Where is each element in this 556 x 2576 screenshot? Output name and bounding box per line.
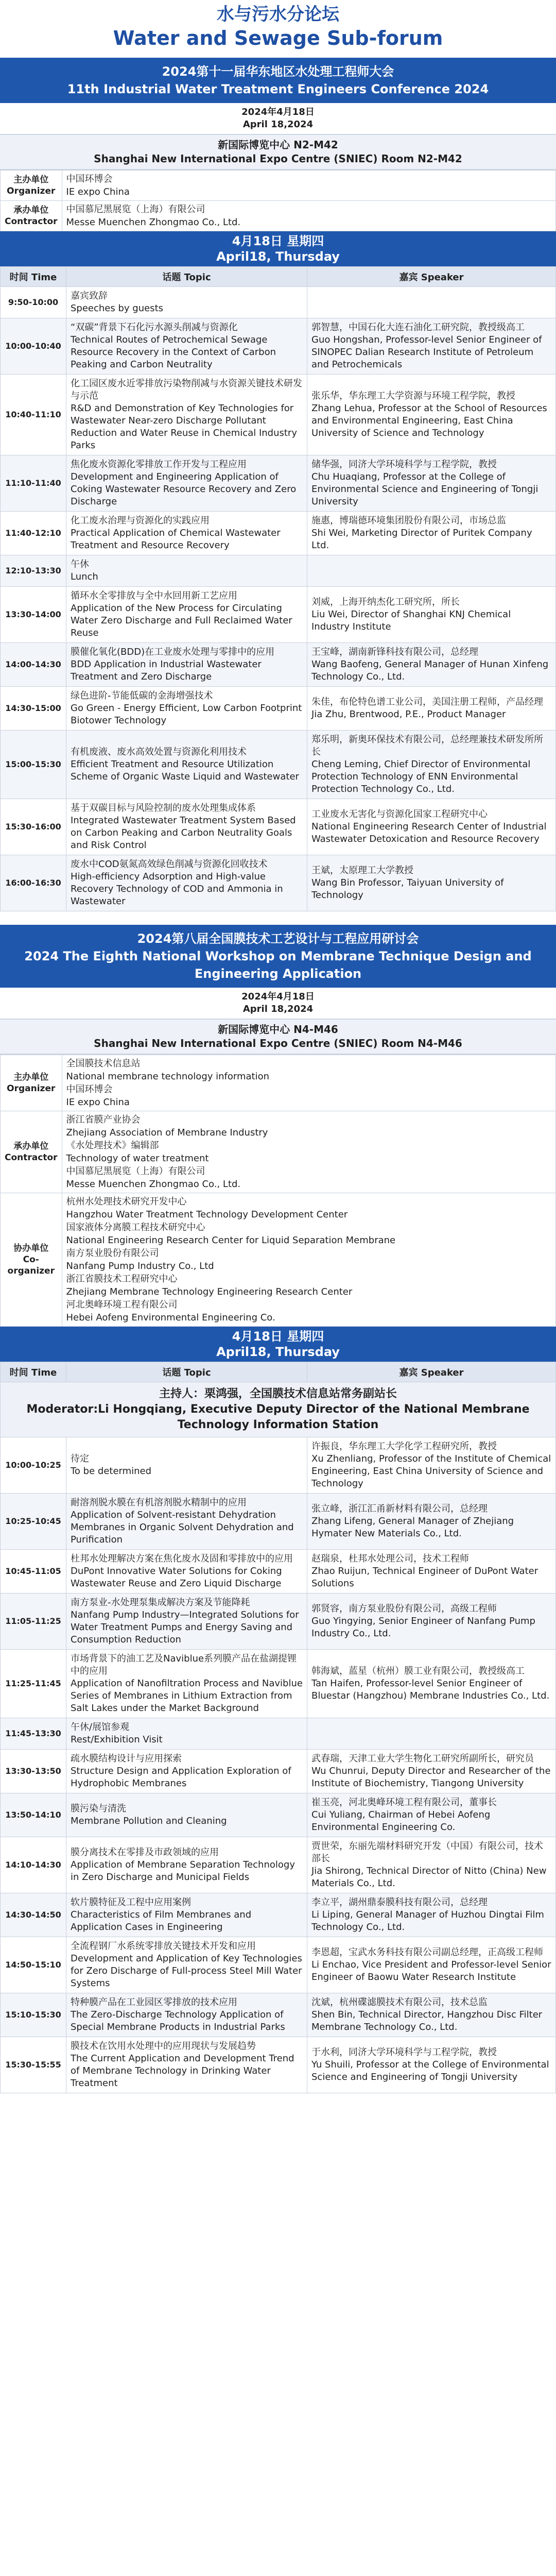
forum-title-cn: 水与污水分论坛	[217, 4, 339, 25]
speaker-line: National Engineering Research Center of Industrial Wastewater Detoxication and Resource Recovery	[311, 821, 547, 844]
organizer-role-en: Co-organizer	[7, 1255, 55, 1276]
organizer-line: 中国慕尼黑展览（上海）有限公司	[66, 204, 205, 215]
session-topic	[66, 1750, 307, 1793]
schedule-table	[0, 1362, 556, 2093]
session-speaker	[307, 287, 556, 318]
topic-line: 待定	[71, 1453, 89, 1464]
date-cn: 2024年4月18日	[241, 107, 315, 117]
speaker-line: Tan Haifen, Professor-level Senior Engineer of Bluestar (Hangzhou) Membrane Industries Co., Ltd.	[311, 1678, 550, 1701]
topic-line: High-efficiency Adsorption and High-value Recovery Technology of COD and Ammonia in Wastewater	[71, 871, 283, 907]
organizer-line: Messe Muenchen Zhongmao Co., Ltd.	[66, 1179, 241, 1190]
session-speaker	[307, 1650, 556, 1718]
organizer-role-cn: 承办单位	[13, 205, 49, 215]
speaker-line: 武春瑞，天津工业大学生物化工研究所副所长，研究员	[311, 1753, 534, 1764]
session-time: 9:50-10:00	[1, 287, 66, 318]
organizer-line: National membrane technology information	[66, 1071, 270, 1082]
speaker-line: Guo Yingying, Senior Engineer of Nanfang Pump Industry Co., Ltd.	[311, 1616, 535, 1639]
schedule-row	[1, 1550, 556, 1594]
session-speaker	[307, 587, 556, 643]
organizer-role-cn: 主办单位	[13, 175, 49, 185]
session-topic	[66, 512, 307, 555]
topic-line: Structure Design and Application Exploration of Hydrophobic Membranes	[71, 1766, 291, 1789]
conference-title-cn: 2024第十一届华东地区水处理工程师大会	[162, 64, 394, 79]
session-time: 10:25-10:45	[1, 1494, 66, 1550]
conference-title-en: 2024 The Eighth National Workshop on Membrane Technique Design and Engineering Application	[24, 949, 532, 981]
conference-venue	[0, 135, 556, 170]
speaker-line: 王宝峰，湖南新锋科技有限公司，总经理	[311, 647, 478, 657]
session-speaker	[307, 1893, 556, 1937]
day-cn: 4月18日 星期四	[232, 234, 324, 248]
header-time: 时间 Time	[1, 1362, 66, 1382]
session-time: 11:05-11:25	[1, 1594, 66, 1650]
organizer-names	[62, 1111, 555, 1193]
session-time: 14:30-15:00	[1, 687, 66, 731]
session-time: 16:00-16:30	[1, 855, 66, 911]
venue-en: Shanghai New International Expo Centre (SNIEC) Room N4-M46	[94, 1037, 462, 1049]
moderator-cell	[1, 1382, 556, 1437]
speaker-line: Wu Chunrui, Deputy Director and Researcher of the Institute of Biochemistry, Tiangong University	[311, 1766, 551, 1789]
session-topic	[66, 587, 307, 643]
organizer-line: 河北奥峰环境工程有限公司	[66, 1299, 178, 1310]
session-topic	[66, 1718, 307, 1750]
session-speaker	[307, 1993, 556, 2037]
session-speaker	[307, 1937, 556, 1993]
speaker-line: Zhao Ruijun, Technical Engineer of DuPont Water Solutions	[311, 1566, 538, 1589]
schedule-table	[0, 266, 556, 911]
schedule-row	[1, 1494, 556, 1550]
organizer-row	[1, 201, 556, 231]
date-en: April 18,2024	[242, 119, 314, 130]
speaker-line: 朱佳，布伦特色谱工业公司，美国注册工程师，产品经理	[311, 697, 543, 707]
schedule-row	[1, 2037, 556, 2093]
organizer-line: Hebei Aofeng Environmental Engineering Co.	[66, 1312, 275, 1323]
schedule-body	[1, 1437, 556, 2093]
speaker-line: 王斌，太原理工大学教授	[311, 865, 413, 876]
session-speaker	[307, 1750, 556, 1793]
topic-line: Efficient Treatment and Resource Utilization Scheme of Organic Waste Liquid and Wastewater	[71, 759, 299, 782]
session-topic	[66, 1437, 307, 1494]
speaker-line: Shi Wei, Marketing Director of Puritek Company Ltd.	[311, 528, 532, 551]
schedule-row	[1, 1937, 556, 1993]
session-topic	[66, 1893, 307, 1937]
organizer-line: Zhejiang Membrane Technology Engineering Research Center	[66, 1286, 353, 1297]
schedule-row	[1, 643, 556, 687]
schedule-row	[1, 1437, 556, 1494]
organizer-line: 浙江省膜技术工程研究中心	[66, 1274, 178, 1284]
date-en: April 18,2024	[242, 1004, 314, 1014]
organizer-line: 《水处理技术》编辑部	[66, 1140, 159, 1151]
conference-section-2	[0, 925, 556, 2093]
organizer-table	[0, 1055, 556, 1327]
venue-cn: 新国际博览中心 N4-M46	[218, 1023, 338, 1036]
day-en: April18, Thursday	[216, 1345, 340, 1359]
session-topic	[66, 375, 307, 455]
topic-line: BDD Application in Industrial Wastewater Treatment and Zero Discharge	[71, 659, 262, 682]
session-time: 14:30-14:50	[1, 1893, 66, 1937]
organizer-row	[1, 1193, 556, 1327]
topic-line: 市场背景下的油工艺及Naviblue系列膜产品在盐湖提锂中的应用	[71, 1653, 297, 1676]
organizer-role-cn: 协办单位	[13, 1243, 49, 1253]
topic-line: 废水中COD氨氮高效绿色削减与资源化回收技术	[71, 859, 268, 870]
schedule-row	[1, 1837, 556, 1893]
conference-banner	[0, 58, 556, 103]
session-time: 14:00-14:30	[1, 643, 66, 687]
schedule-row	[1, 318, 556, 375]
speaker-line: Liu Wei, Director of Shanghai KNJ Chemical Industry Institute	[311, 609, 511, 632]
topic-line: 特种膜产品在工业园区零排放的技术应用	[71, 1997, 237, 2008]
topic-line: 有机废液、废水高效处置与资源化利用技术	[71, 747, 247, 757]
session-time: 10:00-10:40	[1, 318, 66, 375]
topic-line: 膜催化氧化(BDD)在工业废水处理与零排中的应用	[71, 647, 275, 657]
topic-line: 软片膜特征及工程中应用案例	[71, 1897, 191, 1908]
session-topic	[66, 1937, 307, 1993]
conference-title-cn: 2024第八届全国膜技术工艺设计与工程应用研讨会	[137, 931, 419, 946]
session-topic	[66, 687, 307, 731]
session-time: 13:30-13:50	[1, 1750, 66, 1793]
topic-line: 循环水全零排放与全中水回用新工艺应用	[71, 590, 237, 601]
speaker-line: Zhang Lifeng, General Manager of Zhejiang Hymater New Materials Co., Ltd.	[311, 1516, 514, 1539]
speaker-line: 施惠，博瑞德环境集团股份有限公司，市场总监	[311, 515, 506, 526]
session-topic	[66, 1793, 307, 1837]
schedule-row	[1, 687, 556, 731]
session-speaker	[307, 318, 556, 375]
schedule-row	[1, 455, 556, 512]
header-topic: 话题 Topic	[66, 267, 307, 287]
organizer-row	[1, 1055, 556, 1111]
speaker-line: Wang Bin Professor, Taiyuan University of Technology	[311, 877, 504, 901]
moderator-en: Moderator:Li Hongqiang, Executive Deputy Director of the National Membrane Technology Information Station	[26, 1403, 530, 1431]
schedule-row	[1, 855, 556, 911]
topic-line: Application of Nanofiltration Process and Naviblue Series of Membranes in Lithium Extraction from Salt Lakes under the Market Background	[71, 1678, 303, 1714]
organizer-line: 中国慕尼黑展览（上海）有限公司	[66, 1166, 205, 1177]
session-time: 11:10-11:40	[1, 455, 66, 512]
session-topic	[66, 1993, 307, 2037]
schedule-row	[1, 1993, 556, 2037]
speaker-line: Yu Shuili, Professor at the College of Environmental Science and Engineering of Tongji University	[311, 2059, 549, 2082]
schedule-header-row	[1, 267, 556, 287]
organizer-role-en: Contractor	[5, 216, 58, 227]
session-topic	[66, 318, 307, 375]
topic-line: Characteristics of Film Membranes and Application Cases in Engineering	[71, 1909, 252, 1933]
organizer-role-cn: 主办单位	[13, 1072, 49, 1082]
session-speaker	[307, 512, 556, 555]
session-topic	[66, 1550, 307, 1594]
speaker-line: Shen Bin, Technical Director, Hangzhou Disc Filter Membrane Technology Co., Ltd.	[311, 2009, 543, 2032]
session-time: 13:30-14:00	[1, 587, 66, 643]
organizer-table	[0, 170, 556, 231]
session-topic	[66, 1837, 307, 1893]
organizer-line: Hangzhou Water Treatment Technology Development Center	[66, 1209, 348, 1220]
day-en: April18, Thursday	[216, 249, 340, 264]
moderator-row	[1, 1382, 556, 1437]
organizer-table-body	[1, 1055, 556, 1327]
session-time: 15:30-16:00	[1, 799, 66, 855]
organizer-line: Messe Muenchen Zhongmao Co., Ltd.	[66, 217, 241, 228]
topic-line: 基于双碳目标与风险控制的废水处理集成体系	[71, 803, 256, 814]
organizer-line: 国家液体分离膜工程技术研究中心	[66, 1222, 205, 1233]
session-topic	[66, 799, 307, 855]
header-topic: 话题 Topic	[66, 1362, 307, 1382]
organizer-role-cn: 承办单位	[13, 1141, 49, 1151]
organizer-role	[1, 171, 62, 201]
speaker-line: Jia Zhu, Brentwood, P.E., Product Manager	[311, 709, 506, 720]
topic-line: The Zero-Discharge Technology Application of Special Membrane Products in Industrial Parks	[71, 2009, 285, 2032]
topic-line: Development and Application of Key Technologies for Zero Discharge of Full-process Steel Mill Water Systems	[71, 1953, 302, 1989]
topic-line: Practical Application of Chemical Wastewater Treatment and Resource Recovery	[71, 528, 281, 551]
organizer-role-en: Organizer	[7, 186, 56, 196]
session-topic	[66, 1594, 307, 1650]
speaker-line: 韩海斌，蓝星（杭州）膜工业有限公司，教授级高工	[311, 1666, 525, 1676]
topic-line: 耐溶剂脱水膜在有机溶剂脱水精制中的应用	[71, 1497, 247, 1508]
topic-line: “双碳”背景下石化污水源头削减与资源化	[71, 322, 238, 333]
schedule-row	[1, 555, 556, 587]
session-speaker	[307, 555, 556, 587]
speaker-line: 许振良，华东理工大学化学工程研究所，教授	[311, 1441, 497, 1452]
topic-line: To be determined	[71, 1466, 152, 1477]
topic-line: DuPont Innovative Water Solutions for Coking Wastewater Reuse and Zero Liquid Discharge	[71, 1566, 282, 1589]
session-time: 11:25-11:45	[1, 1650, 66, 1718]
topic-line: Application of the New Process for Circulating Water Zero Discharge and Full Reclaimed Water Reuse	[71, 603, 292, 638]
forum-title	[0, 0, 556, 50]
schedule-row	[1, 799, 556, 855]
speaker-line: 郭贤容，南方泵业股份有限公司，高级工程师	[311, 1603, 497, 1614]
organizer-role	[1, 1193, 62, 1327]
speaker-line: Li Enchao, Vice President and Professor-level Senior Engineer of Baowu Water Research Institute	[311, 1959, 551, 1982]
schedule-row	[1, 587, 556, 643]
organizer-role-en: Contractor	[5, 1153, 58, 1163]
session-speaker	[307, 1594, 556, 1650]
topic-line: 化工废水治理与资源化的实践应用	[71, 515, 210, 526]
organizer-line: 杭州水处理技术研究开发中心	[66, 1196, 187, 1207]
conference-date	[0, 988, 556, 1020]
topic-line: 绿色进阶-节能低碳的金海增强技术	[71, 690, 213, 701]
session-speaker	[307, 687, 556, 731]
schedule-row	[1, 731, 556, 799]
topic-line: Integrated Wastewater Treatment System Based on Carbon Peaking and Carbon Neutrality Goals and Risk Control	[71, 815, 296, 851]
session-topic	[66, 455, 307, 512]
topic-line: 化工园区废水近零排放污染物削减与水资源关键技术研发与示范	[71, 378, 302, 401]
organizer-line: 浙江省膜产业协会	[66, 1114, 141, 1125]
session-time: 14:50-15:10	[1, 1937, 66, 1993]
day-banner	[0, 231, 556, 266]
speaker-line: 贾世荣，东丽先端材料研究开发（中国）有限公司，技术部长	[311, 1841, 543, 1864]
session-topic	[66, 855, 307, 911]
speaker-line: 张立峰，浙江汇甬新材料有限公司，总经理	[311, 1503, 488, 1514]
speaker-line: 李恩超，宝武水务科技有限公司副总经理，正高级工程师	[311, 1947, 543, 1958]
topic-line: 南方泵业-水处理泵集成解决方案及节能降耗	[71, 1597, 250, 1608]
session-time: 10:00-10:25	[1, 1437, 66, 1494]
conference-venue	[0, 1020, 556, 1055]
topic-line: Rest/Exhibition Visit	[71, 1734, 163, 1745]
session-time: 15:00-15:30	[1, 731, 66, 799]
speaker-line: Cheng Leming, Chief Director of Environmental Protection Technology of ENN Environmental Protection Technology Co., Ltd.	[311, 759, 531, 794]
session-time: 10:40-11:10	[1, 375, 66, 455]
speaker-line: Guo Hongshan, Professor-level Senior Engineer of SINOPEC Dalian Research Institute of Petroleum and Petrochemicals	[311, 334, 542, 370]
speaker-line: 于水利，同济大学环境科学与工程学院，教授	[311, 2047, 497, 2058]
moderator-cn: 主持人：栗鸿强，全国膜技术信息站常务副站长	[159, 1387, 397, 1400]
venue-cn: 新国际博览中心 N2-M42	[218, 139, 338, 151]
organizer-line: Nanfang Pump Industry Co., Ltd	[66, 1261, 214, 1272]
session-speaker	[307, 1494, 556, 1550]
schedule-row	[1, 1594, 556, 1650]
topic-line: Speeches by guests	[71, 303, 163, 314]
conference-title-en: 11th Industrial Water Treatment Engineers Conference 2024	[67, 82, 489, 96]
session-speaker	[307, 855, 556, 911]
speaker-line: 崔玉亮，河北奥峰环境工程有限公司，董事长	[311, 1797, 497, 1808]
topic-line: Development and Engineering Application of Coking Wastewater Resource Recovery and Zero Discharge	[71, 471, 297, 507]
organizer-line: 中国环博会	[66, 174, 113, 184]
organizer-line: 南方泵业股份有限公司	[66, 1248, 159, 1259]
conference-section-1	[0, 58, 556, 911]
session-topic	[66, 731, 307, 799]
topic-line: 膜污染与清洗	[71, 1803, 126, 1814]
topic-line: Application of Membrane Separation Technology in Zero Discharge and Municipal Fields	[71, 1859, 295, 1883]
organizer-line: 中国环博会	[66, 1084, 113, 1095]
session-time: 14:10-14:30	[1, 1837, 66, 1893]
conference-date	[0, 103, 556, 135]
speaker-line: 刘威，上海开纳杰化工研究所，所长	[311, 597, 460, 607]
speaker-line: 赵瑞泉，杜邦水处理公司，技术工程师	[311, 1553, 469, 1564]
speaker-line: Zhang Lehua, Professor at the School of Resources and Environmental Engineering, East China University of Science and Technology	[311, 403, 547, 438]
organizer-line: Zhejiang Association of Membrane Industry	[66, 1127, 268, 1138]
header-time: 时间 Time	[1, 267, 66, 287]
session-speaker	[307, 1718, 556, 1750]
topic-line: Nanfang Pump Industry—Integrated Solutions for Water Treatment Pumps and Energy Saving and Consumption Reduction	[71, 1609, 299, 1645]
topic-line: 膜技术在饮用水处理中的应用现状与发展趋势	[71, 2041, 256, 2052]
schedule-row	[1, 1750, 556, 1793]
topic-line: 全流程钢厂水系统零排放关键技术开发和应用	[71, 1941, 256, 1952]
organizer-row	[1, 1111, 556, 1193]
topic-line: Membrane Pollution and Cleaning	[71, 1816, 227, 1826]
organizer-names	[62, 201, 555, 231]
session-time: 11:45-13:30	[1, 1718, 66, 1750]
organizer-table-body	[1, 171, 556, 231]
topic-line: 嘉宾致辞	[71, 291, 108, 301]
schedule-row	[1, 1793, 556, 1837]
topic-line: 杜邦水处理解决方案在焦化废水及固和零排放中的应用	[71, 1553, 293, 1564]
session-time: 11:40-12:10	[1, 512, 66, 555]
organizer-line: IE expo China	[66, 187, 130, 197]
session-time: 12:10-13:30	[1, 555, 66, 587]
session-time: 10:45-11:05	[1, 1550, 66, 1594]
session-speaker	[307, 455, 556, 512]
organizer-names	[62, 1193, 555, 1327]
venue-en: Shanghai New International Expo Centre (SNIEC) Room N2-M42	[94, 152, 462, 165]
topic-line: Go Green - Energy Efficient, Low Carbon Footprint Biotower Technology	[71, 703, 302, 726]
header-speaker: 嘉宾 Speaker	[307, 267, 556, 287]
session-speaker	[307, 2037, 556, 2093]
session-time: 13:50-14:10	[1, 1793, 66, 1837]
schedule-row	[1, 1650, 556, 1718]
speaker-line: Xu Zhenliang, Professor of the Institute of Chemical Engineering, East China University of Science and Technology	[311, 1453, 551, 1489]
organizer-line: 全国膜技术信息站	[66, 1058, 141, 1069]
topic-line: 午休	[71, 559, 89, 570]
session-speaker	[307, 643, 556, 687]
topic-line: The Current Application and Development Trend of Membrane Technology in Drinking Water Treatment	[71, 2053, 294, 2089]
speaker-line: Cui Yuliang, Chairman of Hebei Aofeng Environmental Engineering Co.	[311, 1809, 491, 1833]
topic-line: Lunch	[71, 571, 98, 582]
topic-line: 膜分离技术在零排及市政领域的应用	[71, 1847, 219, 1858]
speaker-line: 郑乐明，新奥环保技术有限公司，总经理兼技术研发所所长	[311, 734, 543, 757]
topic-line: 疏水膜结构设计与应用探索	[71, 1753, 182, 1764]
speaker-line: 工业废水无害化与资源化国家工程研究中心	[311, 809, 488, 820]
session-time: 15:30-15:55	[1, 2037, 66, 2093]
organizer-role	[1, 201, 62, 231]
speaker-line: 郭智慧，中国石化大连石油化工研究院，教授级高工	[311, 322, 525, 333]
schedule-row	[1, 375, 556, 455]
schedule-row	[1, 512, 556, 555]
day-banner	[0, 1327, 556, 1362]
organizer-row	[1, 171, 556, 201]
organizer-line: National Engineering Research Center for Liquid Separation Membrane	[66, 1235, 396, 1246]
topic-line: R&D and Demonstration of Key Technologies for Wastewater Near-zero Discharge Pollutant Reduction and Water Reuse in Chemical Industry Parks	[71, 403, 297, 451]
speaker-line: 沈斌，杭州碟滤膜技术有限公司，技术总监	[311, 1997, 488, 2008]
session-speaker	[307, 1437, 556, 1494]
speaker-line: Li Liping, General Manager of Huzhou Dingtai Film Technology Co., Ltd.	[311, 1909, 544, 1933]
speaker-line: Chu Huaqiang, Professor at the College of Environmental Science and Engineering of Tongji University	[311, 471, 538, 507]
schedule-header-row	[1, 1362, 556, 1382]
conference-banner	[0, 925, 556, 988]
header-speaker: 嘉宾 Speaker	[307, 1362, 556, 1382]
organizer-names	[62, 171, 555, 201]
session-speaker	[307, 375, 556, 455]
speaker-line: 张乐华，华东理工大学资源与环境工程学院，教授	[311, 391, 515, 401]
organizer-names	[62, 1055, 555, 1111]
day-cn: 4月18日 星期四	[232, 1329, 324, 1344]
topic-line: Application of Solvent-resistant Dehydration Membranes in Organic Solvent Dehydration and Purification	[71, 1510, 294, 1545]
speaker-line: Jia Shirong, Technical Director of Nitto (China) New Materials Co., Ltd.	[311, 1866, 547, 1889]
session-topic	[66, 287, 307, 318]
session-time: 15:10-15:30	[1, 1993, 66, 2037]
organizer-role	[1, 1111, 62, 1193]
schedule-body	[1, 287, 556, 911]
session-speaker	[307, 799, 556, 855]
schedule-row	[1, 1893, 556, 1937]
schedule-row	[1, 1718, 556, 1750]
speaker-line: 储华强，同济大学环境科学与工程学院，教授	[311, 459, 497, 470]
organizer-line: IE expo China	[66, 1097, 130, 1108]
organizer-role	[1, 1055, 62, 1111]
schedule-row	[1, 287, 556, 318]
forum-title-en: Water and Sewage Sub-forum	[113, 27, 443, 49]
session-topic	[66, 555, 307, 587]
session-topic	[66, 1494, 307, 1550]
speaker-line: Wang Baofeng, General Manager of Hunan Xinfeng Technology Co., Ltd.	[311, 659, 549, 682]
session-topic	[66, 1650, 307, 1718]
date-cn: 2024年4月18日	[241, 991, 315, 1002]
session-topic	[66, 2037, 307, 2093]
session-speaker	[307, 1550, 556, 1594]
topic-line: Technical Routes of Petrochemical Sewage Resource Recovery in the Context of Carbon Peaking and Carbon Neutrality	[71, 334, 276, 370]
session-speaker	[307, 731, 556, 799]
organizer-line: Technology of water treatment	[66, 1153, 209, 1164]
topic-line: 焦化废水资源化零排放工作开发与工程应用	[71, 459, 247, 470]
organizer-role-en: Organizer	[7, 1083, 56, 1094]
session-speaker	[307, 1837, 556, 1893]
speaker-line: 李立平，湖州鼎泰膜科技有限公司，总经理	[311, 1897, 488, 1908]
session-speaker	[307, 1793, 556, 1837]
topic-line: 午休/展馆参观	[71, 1722, 130, 1733]
session-topic	[66, 643, 307, 687]
